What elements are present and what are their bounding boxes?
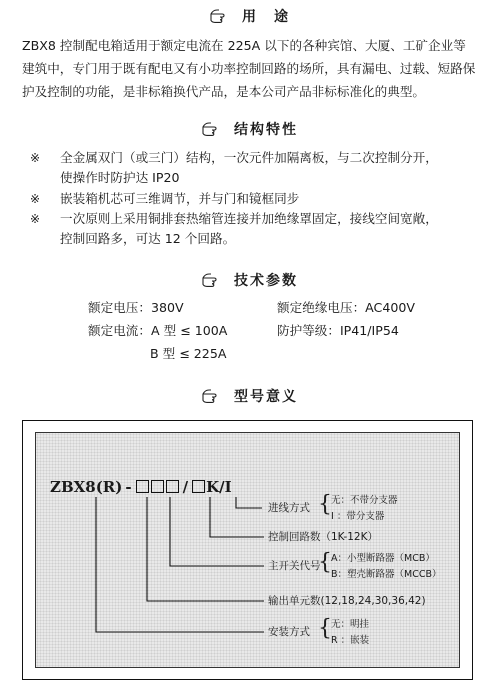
install-none: 无：明挂: [331, 619, 370, 630]
feature-marker: ※: [30, 192, 41, 206]
incoming-mode-label: 进线方式: [268, 502, 310, 514]
structure-title: 结构特性: [234, 122, 298, 138]
rated-current-b: B 型 ≤ 225A: [150, 346, 227, 361]
install-mode-label: 安装方式: [268, 626, 310, 638]
model-prefix: ZBX8(R): [50, 478, 123, 496]
feature-marker: ※: [30, 151, 41, 165]
brace: {: [318, 492, 332, 517]
usage-line-2: 建筑中，专门用于既有配电又有小功率控制回路的场所，具有漏电、过载、短路保: [22, 61, 476, 76]
feature-text: 控制回路多，可达 12 个回路。: [60, 231, 236, 246]
model-slash: /: [182, 478, 189, 496]
incoming-i: I ：带分支器: [331, 511, 385, 522]
rated-current-a: 额定电流：A 型 ≤ 100A: [88, 323, 228, 338]
usage-line-3: 护及控制的功能，是非标箱换代产品，是本公司产品非标标准化的典型。: [22, 84, 425, 99]
model-suffix: K/I: [206, 478, 232, 496]
feature-text: 一次原则上采用铜排套热缩管连接并加绝缘罩固定，接线空间宽敞，: [60, 211, 438, 226]
params-title: 技术参数: [234, 273, 298, 289]
feature-marker: ※: [30, 212, 41, 226]
switch-b: B：塑壳断路器（MCCB）: [331, 569, 442, 580]
control-circuits-label: 控制回路数（1K-12K）: [268, 531, 378, 543]
feature-text: 全金属双门（或三门）结构，一次元件加隔离板，与二次控制分开，: [60, 150, 438, 165]
insulation-voltage: 额定绝缘电压：AC400V: [277, 300, 415, 315]
main-switch-label: 主开关代号: [268, 560, 321, 572]
switch-a: A：小型断路器（MCB）: [331, 553, 435, 564]
usage-line-1: ZBX8 控制配电箱适用于额定电流在 225A 以下的各种宾馆、大厦、工矿企业等: [22, 38, 466, 53]
feature-text: 嵌装箱机芯可三维调节，并与门和镜框同步: [60, 191, 300, 206]
incoming-none: 无：不带分支器: [331, 495, 398, 506]
protection-class: 防护等级：IP41/IP54: [277, 323, 399, 338]
feature-text: 使操作时防护达 IP20: [60, 170, 180, 185]
install-r: R ：嵌装: [331, 635, 370, 646]
output-units-label: 输出单元数(12,18,24,30,36,42): [268, 595, 426, 607]
model-dash: -: [125, 478, 132, 496]
brace: {: [318, 616, 332, 641]
rated-voltage: 额定电压：380V: [88, 300, 184, 315]
model-title: 型号意义: [234, 389, 298, 405]
brace: {: [318, 550, 332, 575]
usage-title: 用 途: [242, 9, 290, 25]
